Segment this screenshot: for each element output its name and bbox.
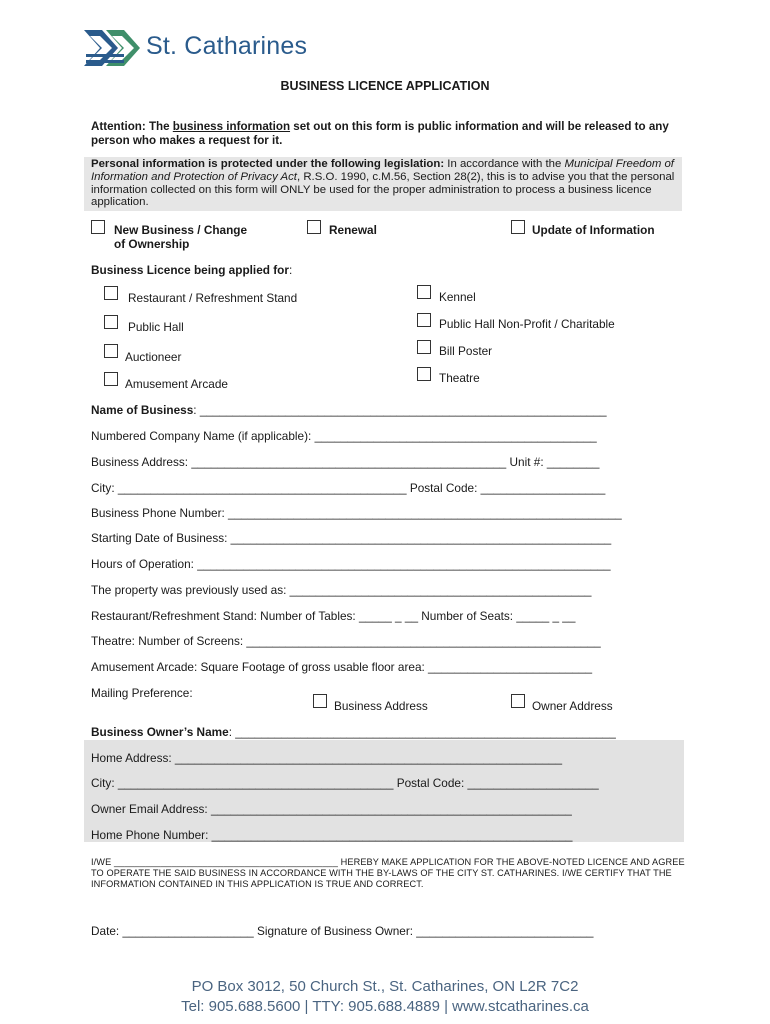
licence-heading-text: Business Licence being applied for (91, 263, 289, 277)
business-information-link: business information (172, 120, 291, 133)
theatre-label: Theatre (439, 371, 480, 385)
new-business-checkbox[interactable] (91, 220, 105, 234)
business-name-field[interactable] (91, 403, 607, 417)
attention-notice (91, 120, 691, 147)
restaurant-label: Restaurant / Refreshment Stand (128, 291, 298, 305)
public-hall-nonprofit-label: Public Hall Non-Profit / Charitable (439, 317, 615, 331)
business-name-line: : ______________________________________________________________ (193, 403, 607, 417)
date-signature-field[interactable]: Date: ____________________ Signature of Business Owner: ___________________________ (91, 924, 594, 938)
footer-contact: Tel: 905.688.5600 | TTY: 905.688.4889 | www.stcatharines.ca (181, 998, 589, 1015)
declaration-text: I/WE ___________________________________________ HEREBY MAKE APPLICATION FOR THE ABOVE-NOTED LICENCE AND AGREE TO OPERATE THE SAID BUSINESS IN ACCORDANCE WITH THE BY-LAWS OF THE CITY ST. CATHARINES. I/WE CERTIFY THAT THE INFORMATION CONTAINED IN THIS APPLICATION IS TRUE AND CORRECT. (91, 857, 685, 890)
attention-suffix: set out on this form is public information and will be released to any person who makes a request for it. (91, 120, 669, 147)
city-postal-field[interactable]: City: ____________________________________________ Postal Code: ___________________ (91, 481, 606, 495)
amusement-arcade-label: Amusement Arcade (125, 377, 228, 391)
privacy-heading: Personal information is protected under the following legislation: (91, 158, 445, 170)
bill-poster-label: Bill Poster (439, 344, 493, 358)
business-phone-field[interactable]: Business Phone Number: ____________________________________________________________ (91, 506, 622, 520)
privacy-pre: In accordance with the (444, 158, 565, 170)
mailing-owner-label: Owner Address (532, 699, 613, 713)
public-hall-label: Public Hall (128, 320, 184, 334)
auctioneer-label: Auctioneer (125, 350, 182, 364)
hours-of-operation-field[interactable]: Hours of Operation: _______________________________________________________________ (91, 557, 611, 571)
new-business-label-line2: of Ownership (114, 236, 190, 251)
logo-text: St. Catharines (146, 32, 308, 60)
licence-heading-colon: : (288, 263, 293, 277)
theatre-screens-field[interactable]: Theatre: Number of Screens: ______________________________________________________ (91, 634, 601, 648)
owner-city-postal-field[interactable]: City: __________________________________________ Postal Code: ____________________ (91, 776, 599, 790)
restaurant-checkbox[interactable] (104, 286, 118, 300)
new-business-label-line1: New Business / Change (114, 223, 248, 237)
renewal-label: Renewal (329, 223, 377, 237)
update-info-label: Update of Information (532, 223, 655, 237)
restaurant-tables-seats-field[interactable]: Restaurant/Refreshment Stand: Number of Tables: _____ _ __ Number of Seats: _____ _ __ (91, 609, 576, 623)
theatre-checkbox[interactable] (417, 367, 431, 381)
numbered-company-field[interactable]: Numbered Company Name (if applicable): ___________________________________________ (91, 429, 597, 443)
amusement-arcade-checkbox[interactable] (104, 372, 118, 386)
business-address-field[interactable]: Business Address: ________________________________________________ Unit #: ________ (91, 455, 600, 469)
kennel-checkbox[interactable] (417, 285, 431, 299)
new-business-label (114, 224, 247, 251)
public-hall-checkbox[interactable] (104, 315, 118, 329)
kennel-label: Kennel (439, 290, 476, 304)
update-info-checkbox[interactable] (511, 220, 525, 234)
privacy-act: Municipal Freedom of Information and Protection of Privacy Act (91, 158, 674, 183)
mailing-preference-label: Mailing Preference: (91, 686, 193, 700)
starting-date-field[interactable]: Starting Date of Business: __________________________________________________________ (91, 531, 612, 545)
privacy-post: , R.S.O. 1990, c.M.56, Section 28(2), this is to advise you that the personal information collected on this form will ONLY be used for the proper administration to process a business licence application. (91, 170, 675, 209)
form-title: BUSINESS LICENCE APPLICATION (280, 79, 490, 93)
owner-email-field[interactable]: Owner Email Address: _______________________________________________________ (91, 802, 572, 816)
owner-name-field[interactable] (91, 725, 616, 739)
business-name-label: Name of Business (91, 403, 194, 417)
mailing-owner-checkbox[interactable] (511, 694, 525, 708)
owner-name-line: : __________________________________________________________ (228, 725, 616, 739)
privacy-notice (91, 158, 681, 209)
home-phone-field[interactable]: Home Phone Number: _______________________________________________________ (91, 828, 573, 842)
licence-heading (91, 263, 292, 277)
renewal-checkbox[interactable] (307, 220, 321, 234)
arcade-floor-area-field[interactable]: Amusement Arcade: Square Footage of gross usable floor area: _________________________ (91, 660, 593, 674)
owner-name-label: Business Owner’s Name (91, 725, 229, 739)
attention-prefix: Attention: The (91, 120, 173, 133)
auctioneer-checkbox[interactable] (104, 344, 118, 358)
previous-use-field[interactable]: The property was previously used as: ______________________________________________ (91, 583, 592, 597)
home-address-field[interactable]: Home Address: ___________________________________________________________ (91, 751, 563, 765)
mailing-business-checkbox[interactable] (313, 694, 327, 708)
footer-address: PO Box 3012, 50 Church St., St. Catharines, ON L2R 7C2 (191, 978, 579, 995)
bill-poster-checkbox[interactable] (417, 340, 431, 354)
public-hall-nonprofit-checkbox[interactable] (417, 313, 431, 327)
mailing-business-label: Business Address (334, 699, 428, 713)
